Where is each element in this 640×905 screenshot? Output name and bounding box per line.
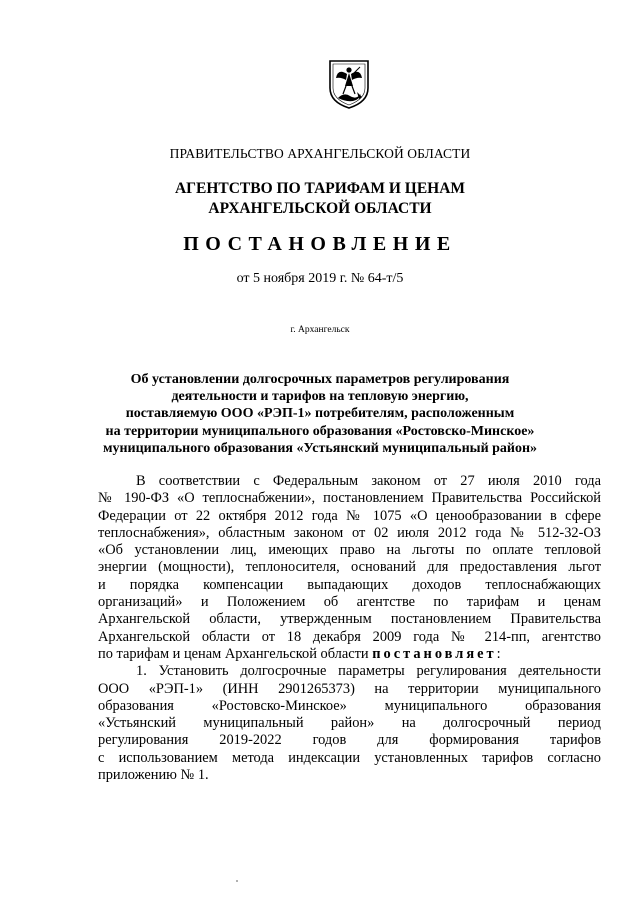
- agency-name-line-1: АГЕНТСТВО ПО ТАРИФАМ И ЦЕНАМ: [174, 180, 466, 197]
- agency-name-line-2: АРХАНГЕЛЬСКОЙ ОБЛАСТИ: [208, 200, 432, 217]
- subject-line: деятельности и тарифов на тепловую энергию,: [171, 389, 469, 405]
- body-line: регулирования 2019-2022 годов для формирования тарифов: [98, 732, 601, 749]
- subject-line: на территории муниципального образования «Ростовско-Минское»: [105, 423, 535, 439]
- body-line: с использованием метода индексации установленных тарифов согласно: [98, 749, 601, 766]
- body-line: приложению № 1.: [98, 767, 209, 784]
- document-city: г. Архангельск: [290, 325, 350, 335]
- body-line: «Устьянский муниципальный район» на долгосрочный период: [98, 715, 601, 732]
- coat-of-arms-icon: [326, 58, 372, 110]
- body-line: В соответствии с Федеральным законом от 27 июля 2010 года: [136, 473, 601, 489]
- resolution-prefix: по тарифам и ценам Архангельской области: [98, 645, 369, 662]
- document-type: ПОСТАНОВЛЕНИЕ: [183, 233, 457, 255]
- body-line: «Об установлении лиц, имеющих право на льготы по оплате тепловой: [98, 542, 601, 559]
- subject-line: муниципального образования «Устьянский муниципальный район»: [102, 440, 538, 456]
- document-body: [98, 473, 601, 784]
- body-line: 1. Установить долгосрочные параметры регулирования деятельности: [136, 663, 601, 680]
- resolution-suffix: :: [496, 645, 501, 662]
- subject-line: Об установлении долгосрочных параметров регулирования: [130, 372, 510, 387]
- body-line: Архангельской области от 18 декабря 2009 года № 214-пп, агентство: [98, 628, 601, 645]
- body-line-resolution: [98, 646, 601, 663]
- body-line: энергии (мощности), теплоносителя, оснований для предоставления льгот: [98, 559, 601, 576]
- body-line: образования «Ростовско-Минское» муниципального образования: [98, 697, 601, 714]
- resolution-keyword: постановляет: [372, 645, 497, 662]
- body-line: Архангельской области, утвержденным постановлением Правительства: [98, 611, 601, 628]
- body-line: организаций» и Положением об агентстве по тарифам и ценам: [98, 594, 601, 611]
- document-date-number: от 5 ноября 2019 г. № 64-т/5: [236, 271, 404, 286]
- body-line: Федерации от 22 октября 2012 года № 1075 «О ценообразовании в сфере: [98, 507, 601, 524]
- body-line: и порядка компенсации выпадающих доходов теплоснабжающих: [98, 576, 601, 593]
- body-line: № 190-ФЗ «О теплоснабжении», постановлением Правительства Российской: [98, 490, 601, 507]
- body-line: ООО «РЭП-1» (ИНН 2901265373) на территории муниципального: [98, 680, 601, 697]
- scan-speck: [236, 880, 238, 882]
- government-name: ПРАВИТЕЛЬСТВО АРХАНГЕЛЬСКОЙ ОБЛАСТИ: [169, 146, 471, 161]
- document-subject: [0, 371, 640, 457]
- agency-name: [0, 179, 640, 219]
- body-line: теплоснабжения», областным законом от 02 июля 2012 года № 512-32-ОЗ: [98, 524, 601, 541]
- subject-line: поставляемую ООО «РЭП-1» потребителям, расположенным: [125, 406, 515, 422]
